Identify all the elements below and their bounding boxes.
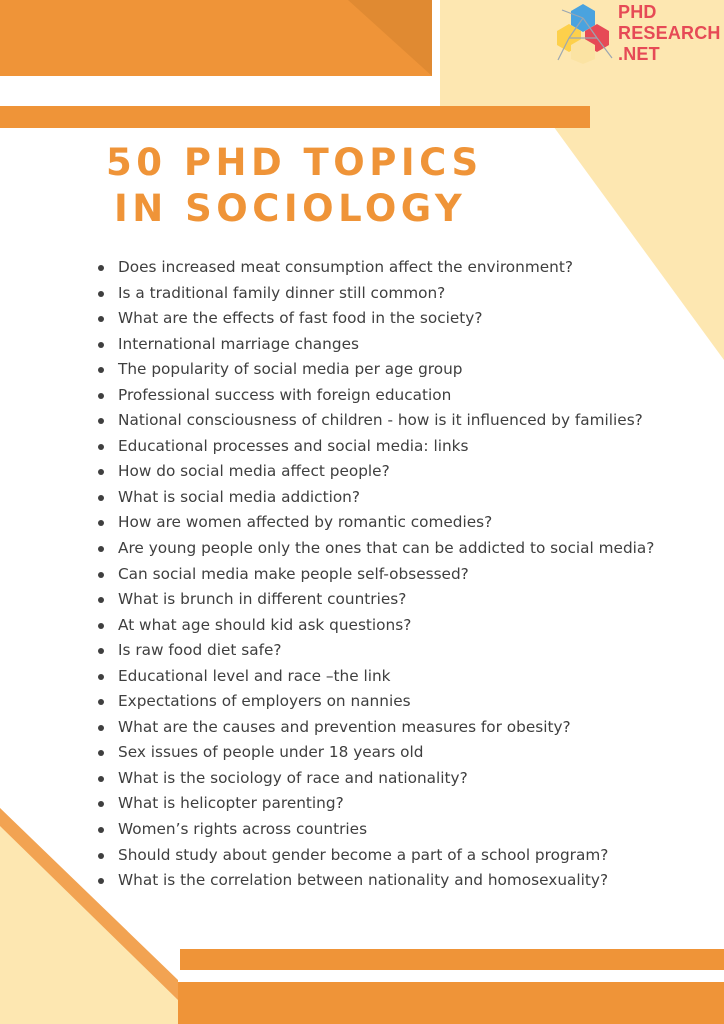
- list-item: Does increased meat consumption affect the environment?: [98, 255, 654, 281]
- page-title: [106, 140, 526, 232]
- list-item: Professional success with foreign education: [98, 383, 654, 409]
- list-item: Women’s rights across countries: [98, 817, 654, 843]
- list-item: Sex issues of people under 18 years old: [98, 740, 654, 766]
- list-item: Is raw food diet safe?: [98, 638, 654, 664]
- list-item: Is a traditional family dinner still common?: [98, 281, 654, 307]
- list-item: What is brunch in different countries?: [98, 587, 654, 613]
- list-item: What are the effects of fast food in the society?: [98, 306, 654, 332]
- list-item: Educational level and race –the link: [98, 664, 654, 690]
- logo: [554, 2, 722, 68]
- list-item: National consciousness of children - how is it influenced by families?: [98, 408, 654, 434]
- logo-wordmark: [618, 2, 721, 65]
- list-item: What are the causes and prevention measures for obesity?: [98, 715, 654, 741]
- list-item: How are women affected by romantic comedies?: [98, 510, 654, 536]
- logo-line-research: RESEARCH: [618, 23, 721, 43]
- list-item: What is the correlation between nationality and homosexuality?: [98, 868, 654, 894]
- logo-line-phd: PHD: [618, 2, 657, 22]
- list-item: At what age should kid ask questions?: [98, 613, 654, 639]
- list-item: What is helicopter parenting?: [98, 791, 654, 817]
- hexagon-cluster-icon: [554, 2, 614, 64]
- list-item: What is the sociology of race and nationality?: [98, 766, 654, 792]
- list-item: The popularity of social media per age group: [98, 357, 654, 383]
- list-item: Are young people only the ones that can be addicted to social media?: [98, 536, 654, 562]
- title-line-1: 50 PHD TOPICS: [106, 141, 483, 184]
- list-item: How do social media affect people?: [98, 459, 654, 485]
- list-item: Should study about gender become a part of a school program?: [98, 843, 654, 869]
- bottom-orange-block: [178, 982, 724, 1024]
- list-item: Can social media make people self-obsessed?: [98, 562, 654, 588]
- list-item: International marriage changes: [98, 332, 654, 358]
- list-item: Educational processes and social media: links: [98, 434, 654, 460]
- topic-list: [98, 255, 654, 894]
- top-orange-stripe: [0, 106, 590, 128]
- list-item: Expectations of employers on nannies: [98, 689, 654, 715]
- list-item: What is social media addiction?: [98, 485, 654, 511]
- bottom-orange-stripe: [180, 949, 724, 970]
- logo-line-net: .NET: [618, 44, 660, 64]
- title-line-2: IN SOCIOLOGY: [114, 187, 467, 230]
